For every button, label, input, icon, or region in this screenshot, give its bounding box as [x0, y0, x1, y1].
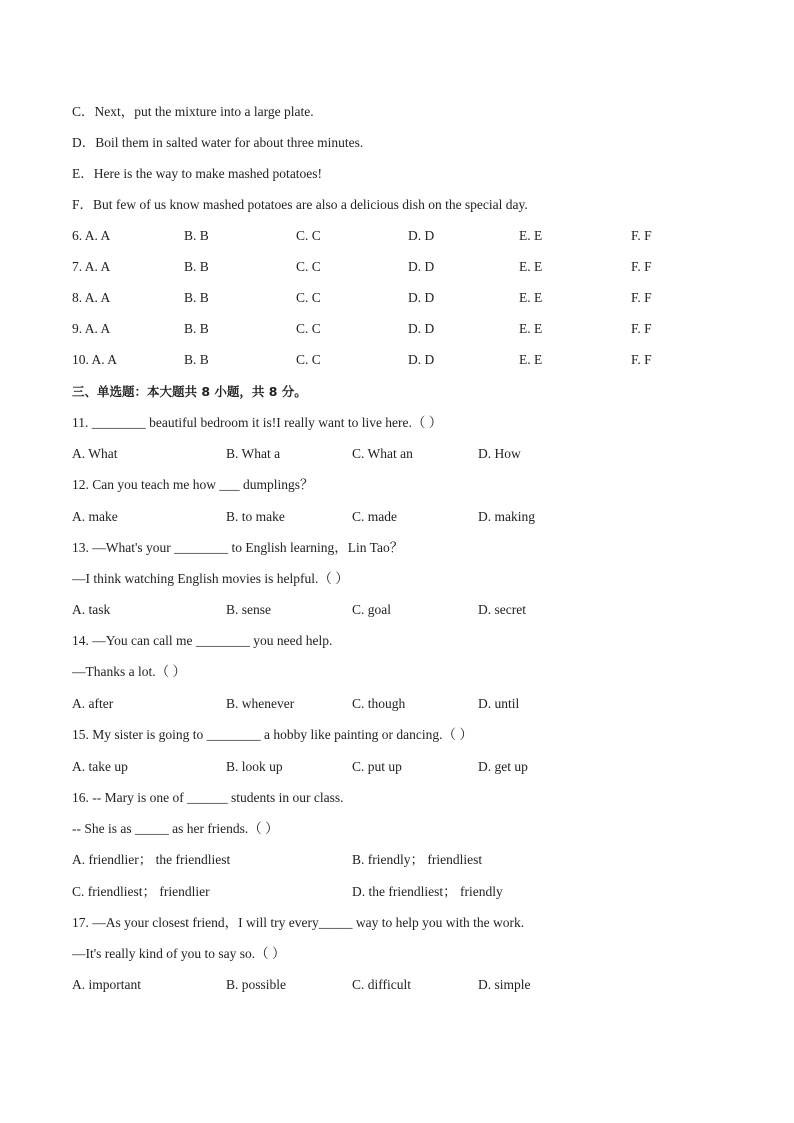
answer-row-10	[72, 350, 722, 370]
option-d: D. How	[478, 446, 521, 461]
answer-option-f: F. F	[631, 259, 652, 274]
answer-option-d: D. D	[408, 228, 435, 243]
answer-option-e: E. E	[519, 228, 543, 243]
option-d-text: D．Boil them in salted water for about three minutes.	[72, 135, 364, 150]
option-c: C. made	[352, 509, 397, 524]
option-d: D. until	[478, 696, 520, 711]
option-a: A. task	[72, 602, 111, 617]
option-c: C. difficult	[352, 977, 411, 992]
answer-option-e: E. E	[519, 352, 543, 367]
answer-option-c: C. C	[296, 259, 321, 274]
option-f-text: F．But few of us know mashed potatoes are also a delicious dish on the special day.	[72, 197, 528, 212]
option-d: D. get up	[478, 759, 528, 774]
question-16-reply: -- She is as _____ as her friends.（ ）	[72, 821, 279, 836]
answer-row-number: 10. A. A	[72, 352, 118, 367]
answer-option-e: E. E	[519, 290, 543, 305]
question-17-options	[72, 975, 722, 995]
option-d: D. the friendliest； friendly	[352, 884, 503, 899]
option-b: B. sense	[226, 602, 271, 617]
question-12-options	[72, 507, 722, 527]
question-11-stem: 11. ________ beautiful bedroom it is!I really want to live here.（ ）	[72, 415, 443, 430]
answer-option-b: B. B	[184, 259, 209, 274]
section-heading: 三、单选题：本大题共 8 小题，共 8 分。	[72, 384, 307, 399]
question-14-stem: 14. —You can call me ________ you need help.	[72, 633, 333, 648]
option-a: A. after	[72, 696, 114, 711]
question-14-reply: —Thanks a lot.（ ）	[72, 664, 186, 679]
answer-row-7	[72, 257, 722, 277]
option-b: B. to make	[226, 509, 285, 524]
option-d: D. making	[478, 509, 535, 524]
question-15-options	[72, 757, 722, 777]
question-11-options	[72, 444, 722, 464]
answer-option-c: C. C	[296, 321, 321, 336]
answer-option-f: F. F	[631, 228, 652, 243]
option-a: A. important	[72, 977, 141, 992]
answer-row-number: 8. A. A	[72, 290, 111, 305]
option-a: A. make	[72, 509, 118, 524]
question-17-reply: —It's really kind of you to say so.（ ）	[72, 946, 286, 961]
option-c: C. goal	[352, 602, 391, 617]
option-b: B. friendly； friendliest	[352, 852, 483, 867]
question-15-stem: 15. My sister is going to ________ a hobby like painting or dancing.（ ）	[72, 727, 473, 742]
answer-option-c: C. C	[296, 352, 321, 367]
answer-option-b: B. B	[184, 228, 209, 243]
option-d: D. simple	[478, 977, 531, 992]
question-12-stem: 12. Can you teach me how ___ dumplings？	[72, 477, 314, 492]
answer-option-c: C. C	[296, 228, 321, 243]
option-e-text: E．Here is the way to make mashed potatoes!	[72, 166, 323, 181]
answer-option-d: D. D	[408, 259, 435, 274]
answer-row-6	[72, 226, 722, 246]
question-14-options	[72, 694, 722, 714]
question-16-options-cd	[72, 882, 722, 902]
question-13-stem: 13. —What's your ________ to English learning，Lin Tao？	[72, 540, 404, 555]
option-d: D. secret	[478, 602, 526, 617]
answer-option-b: B. B	[184, 321, 209, 336]
answer-option-b: B. B	[184, 290, 209, 305]
option-b: B. What a	[226, 446, 281, 461]
answer-option-f: F. F	[631, 321, 652, 336]
question-16-options-ab	[72, 850, 722, 870]
option-b: B. look up	[226, 759, 283, 774]
option-a: A. friendlier； the friendliest	[72, 852, 231, 867]
answer-row-number: 7. A. A	[72, 259, 111, 274]
answer-row-8	[72, 288, 722, 308]
answer-option-d: D. D	[408, 352, 435, 367]
option-c: C. friendliest； friendlier	[72, 884, 210, 899]
answer-row-number: 6. A. A	[72, 228, 111, 243]
question-13-reply: —I think watching English movies is helpful.（ ）	[72, 571, 349, 586]
answer-option-e: E. E	[519, 259, 543, 274]
option-c: C. though	[352, 696, 406, 711]
answer-option-f: F. F	[631, 290, 652, 305]
answer-option-c: C. C	[296, 290, 321, 305]
question-16-stem: 16. -- Mary is one of ______ students in our class.	[72, 790, 344, 805]
question-13-options	[72, 600, 722, 620]
option-c-text: C．Next，put the mixture into a large plate.	[72, 104, 314, 119]
answer-option-d: D. D	[408, 321, 435, 336]
answer-option-e: E. E	[519, 321, 543, 336]
option-c: C. put up	[352, 759, 402, 774]
answer-option-b: B. B	[184, 352, 209, 367]
option-b: B. possible	[226, 977, 287, 992]
answer-option-f: F. F	[631, 352, 652, 367]
option-a: A. take up	[72, 759, 128, 774]
answer-option-d: D. D	[408, 290, 435, 305]
question-17-stem: 17. —As your closest friend，I will try every_____ way to help you with the work.	[72, 915, 525, 930]
option-c: C. What an	[352, 446, 413, 461]
answer-row-9	[72, 319, 722, 339]
option-b: B. whenever	[226, 696, 295, 711]
option-a: A. What	[72, 446, 118, 461]
answer-row-number: 9. A. A	[72, 321, 111, 336]
